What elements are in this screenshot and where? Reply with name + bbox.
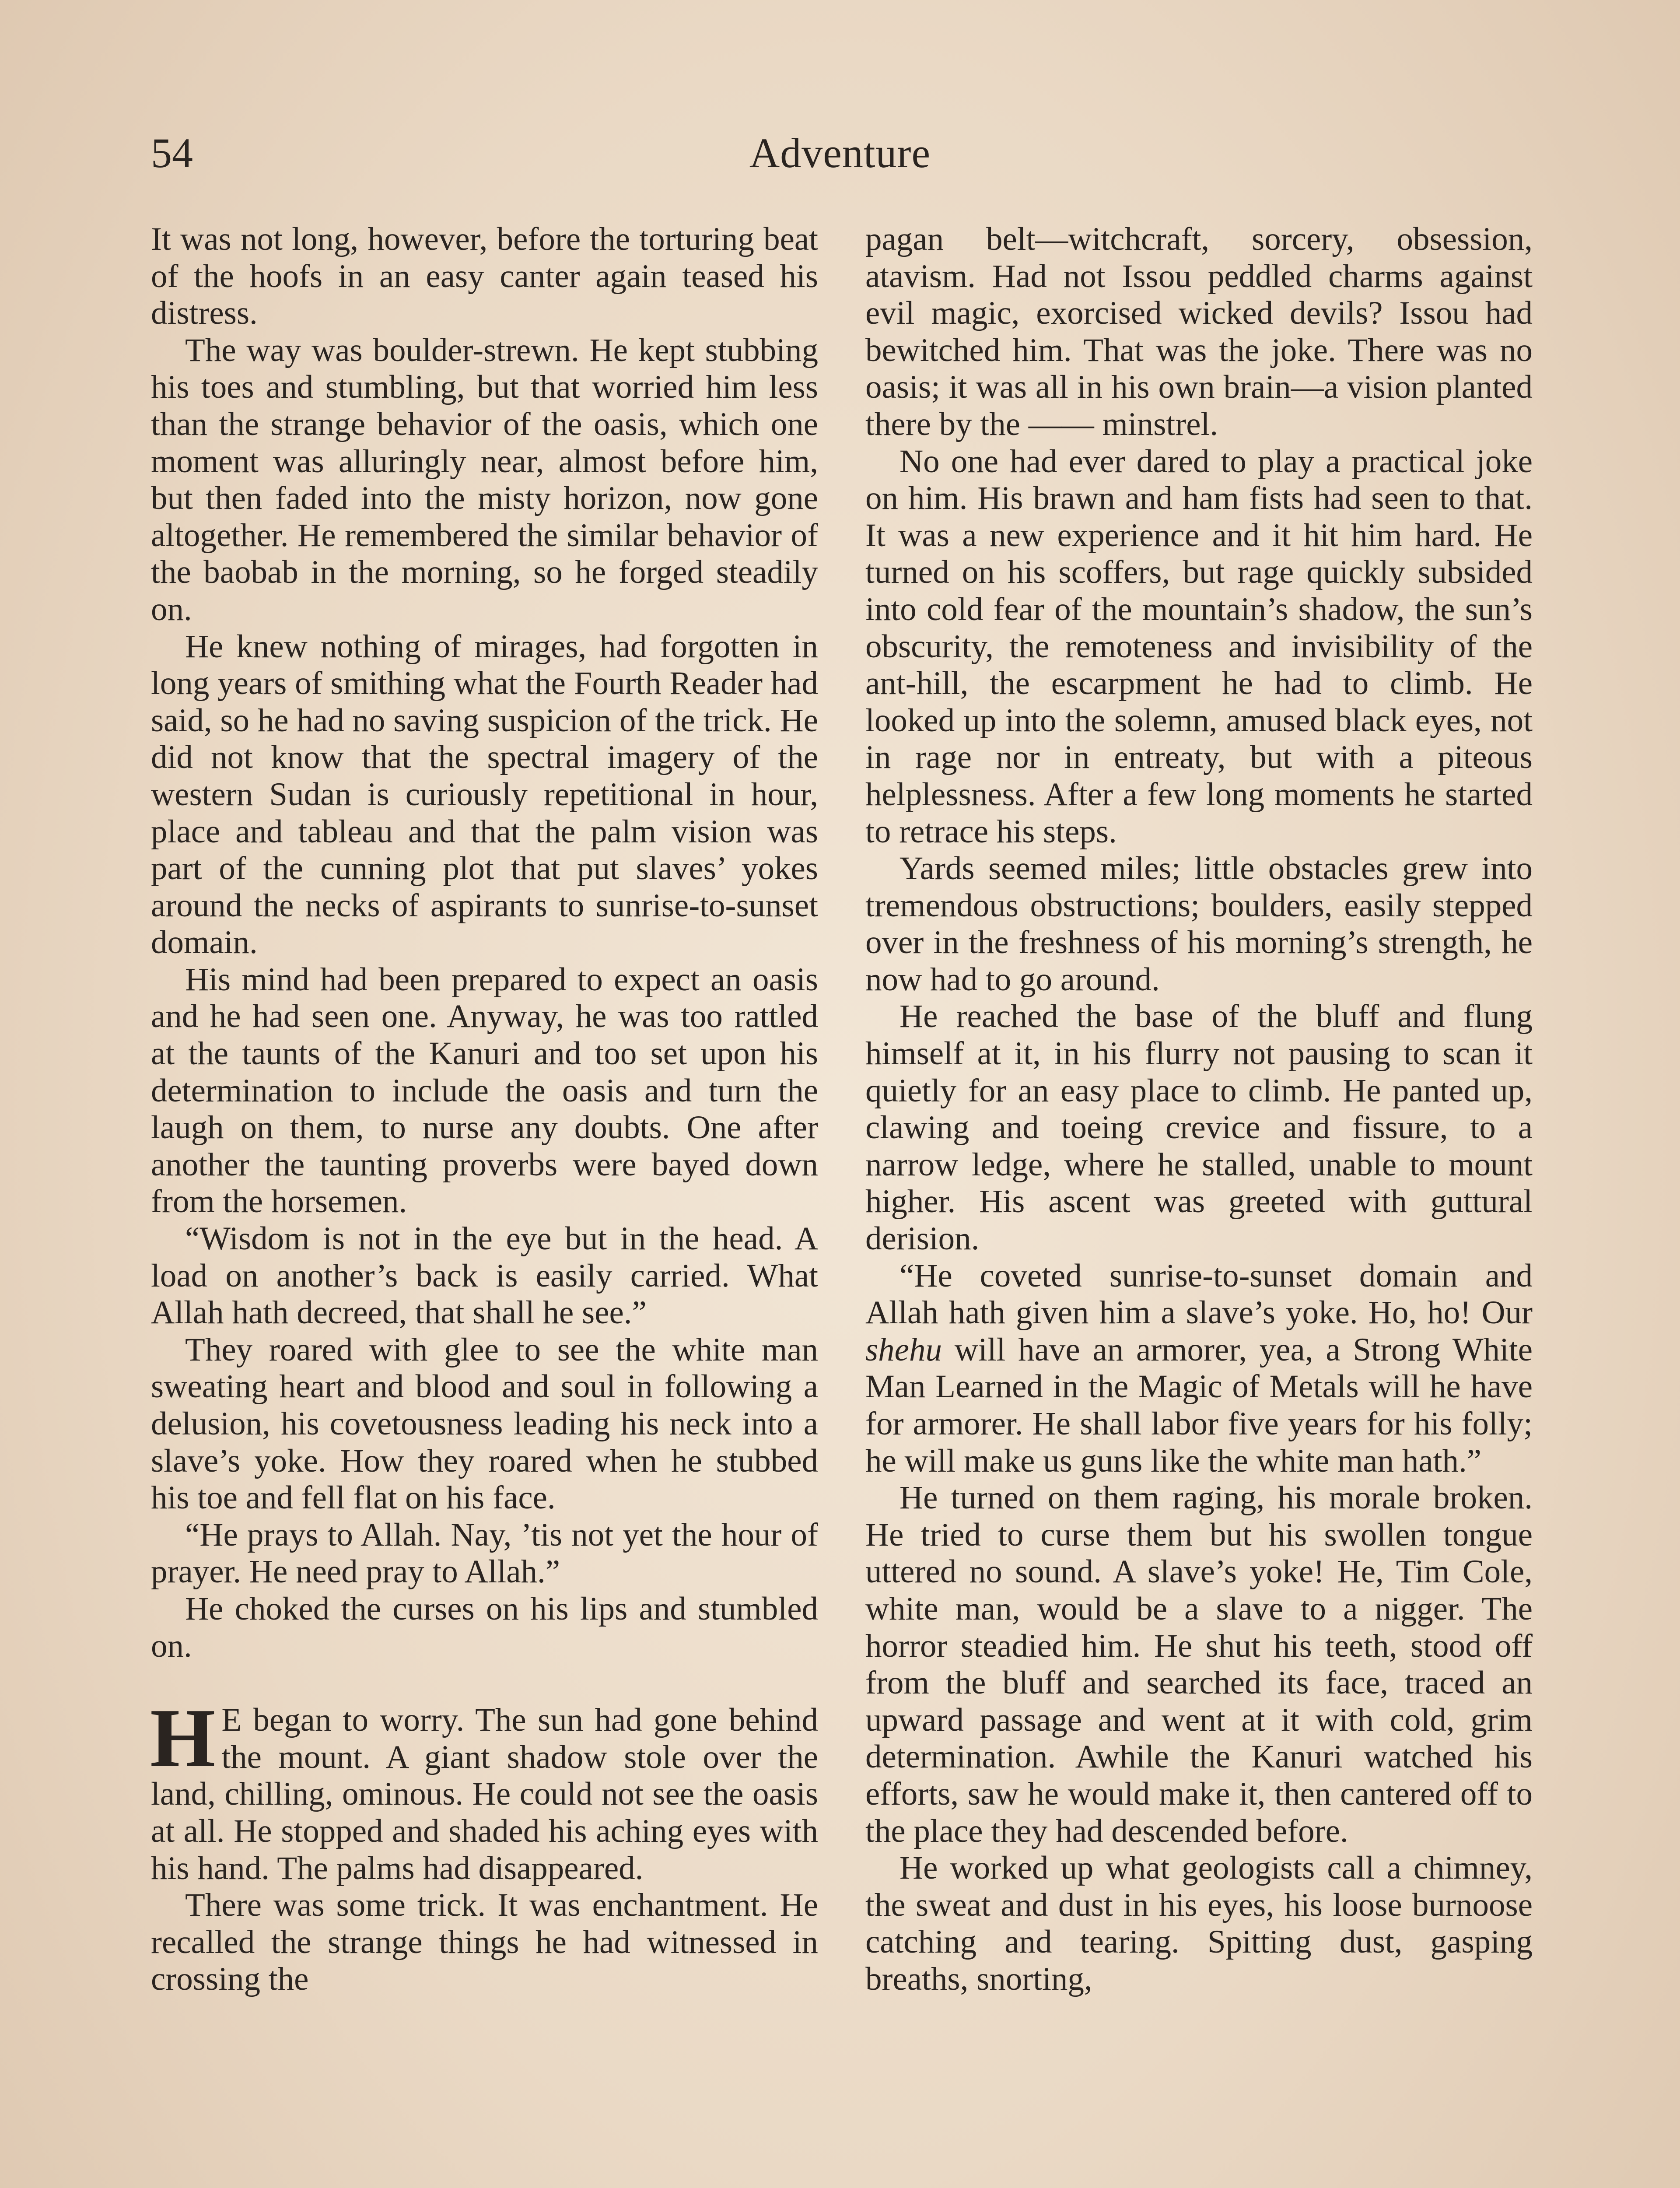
paragraph: No one had ever dared to play a practical joke on him. His brawn and ham fists had seen to that. It was a new experience and it hit him hard. He turned on his scoffers, but rage quickly subsided into cold fear of the mountain’s shadow, the sun’s obscurity, the remoteness and invisibility of the ant-hill, the escarpment he had to climb. He looked up into the solemn, amused black eyes, not in rage nor in entreaty, but with a piteous helplessness. After a few long moments he started to retrace his steps. — [865, 443, 1533, 850]
paragraph: pagan belt—witchcraft, sorcery, obsession, atavism. Had not Issou peddled charms against evil magic, exorcised wicked devils? Issou had bewitched him. That was the joke. There was no oasis; it was all in his own brain—a vision planted there by the —— minstrel. — [865, 221, 1533, 442]
paragraph: It was not long, however, before the torturing beat of the hoofs in an easy canter again teased his distress. — [151, 221, 818, 332]
paragraph: There was some trick. It was enchantment. He recalled the strange things he had witnessed in crossing the — [151, 1887, 818, 1998]
paragraph-text: E began to worry. The sun had gone behind the mount. A giant shadow stole over the land, chilling, ominous. He could not see the oasis at all. He stopped and shaded his aching eyes with his hand. The palms had disappeared. — [151, 1702, 818, 1886]
italic-word: shehu — [865, 1331, 942, 1368]
paragraph: “He prays to Allah. Nay, ’tis not yet the hour of prayer. He need pray to Allah.” — [151, 1516, 818, 1590]
paragraph — [865, 1258, 1533, 1480]
page-number: 54 — [151, 130, 193, 176]
paragraph: He turned on them raging, his morale broken. He tried to curse them but his swollen tongue uttered no sound. A slave’s yoke! He, Tim Cole, white man, would be a slave to a nigger. The horror steadied him. He shut his teeth, stood off from the bluff and searched its face, traced an upward passage and went at it with cold, grim determination. Awhile the Kanuri watched his efforts, saw he would make it, then cantered off to the place they had descended before. — [865, 1480, 1533, 1849]
paragraph: His mind had been prepared to expect an oasis and he had seen one. Anyway, he was too rattled at the taunts of the Kanuri and too set upon his determination to include the oasis and turn the laugh on them, to nurse any doubts. One after another the taunting proverbs were bayed down from the horsemen. — [151, 961, 818, 1220]
page-header — [0, 127, 1680, 184]
drop-cap: H — [150, 1691, 216, 1785]
paragraph: Yards seemed miles; little obstacles grew into tremendous obstructions; boulders, easily stepped over in the freshness of his morning’s strength, he now had to go around. — [865, 850, 1533, 998]
left-column — [151, 221, 818, 1998]
paragraph: He knew nothing of mirages, had forgotten in long years of smithing what the Fourth Reader had said, so he had no saving suspicion of the trick. He did not know that the spectral imagery of the western Sudan is curiously repetitional in hour, place and tableau and that the palm vision was part of the cunning plot that put slaves’ yokes around the necks of aspirants to sunrise-to-sunset domain. — [151, 628, 818, 961]
paragraph: He reached the base of the bluff and flung himself at it, in his flurry not pausing to scan it quietly for an easy place to climb. He panted up, clawing and toeing crevice and fissure, to a narrow ledge, where he stalled, unable to mount higher. His ascent was greeted with guttural derision. — [865, 998, 1533, 1257]
paragraph: He worked up what geologists call a chimney, the sweat and dust in his eyes, his loose burnoose catching and tearing. Spitting dust, gasping breaths, snorting, — [865, 1850, 1533, 1997]
running-title: Adventure — [749, 130, 931, 176]
paragraph-text: will have an armorer, yea, a Strong White Man Learned in the Magic of Metals will he have for armorer. He shall labor five years for his folly; he will make us guns like the white man hath.” — [865, 1331, 1533, 1479]
paragraph: “Wisdom is not in the eye but in the head. A load on another’s back is easily carried. What Allah hath decreed, that shall he see.” — [151, 1220, 818, 1331]
paragraph: The way was boulder-strewn. He kept stubbing his toes and stumbling, but that worried him less than the strange behavior of the oasis, which one moment was alluringly near, almost before him, but then faded into the misty horizon, now gone altogether. He remembered the similar behavior of the baobab in the morning, so he forged steadily on. — [151, 332, 818, 628]
paragraph: They roared with glee to see the white man sweating heart and blood and soul in following a delusion, his covetousness leading his neck into a slave’s yoke. How they roared when he stubbed his toe and fell flat on his face. — [151, 1331, 818, 1516]
paragraph: He choked the curses on his lips and stumbled on. — [151, 1590, 818, 1664]
paragraph-text: “He coveted sunrise-to-sunset domain and Allah hath given him a slave’s yoke. Ho, ho! Our — [865, 1257, 1533, 1331]
section-opening-paragraph — [150, 1691, 818, 1887]
right-column — [865, 221, 1533, 1998]
